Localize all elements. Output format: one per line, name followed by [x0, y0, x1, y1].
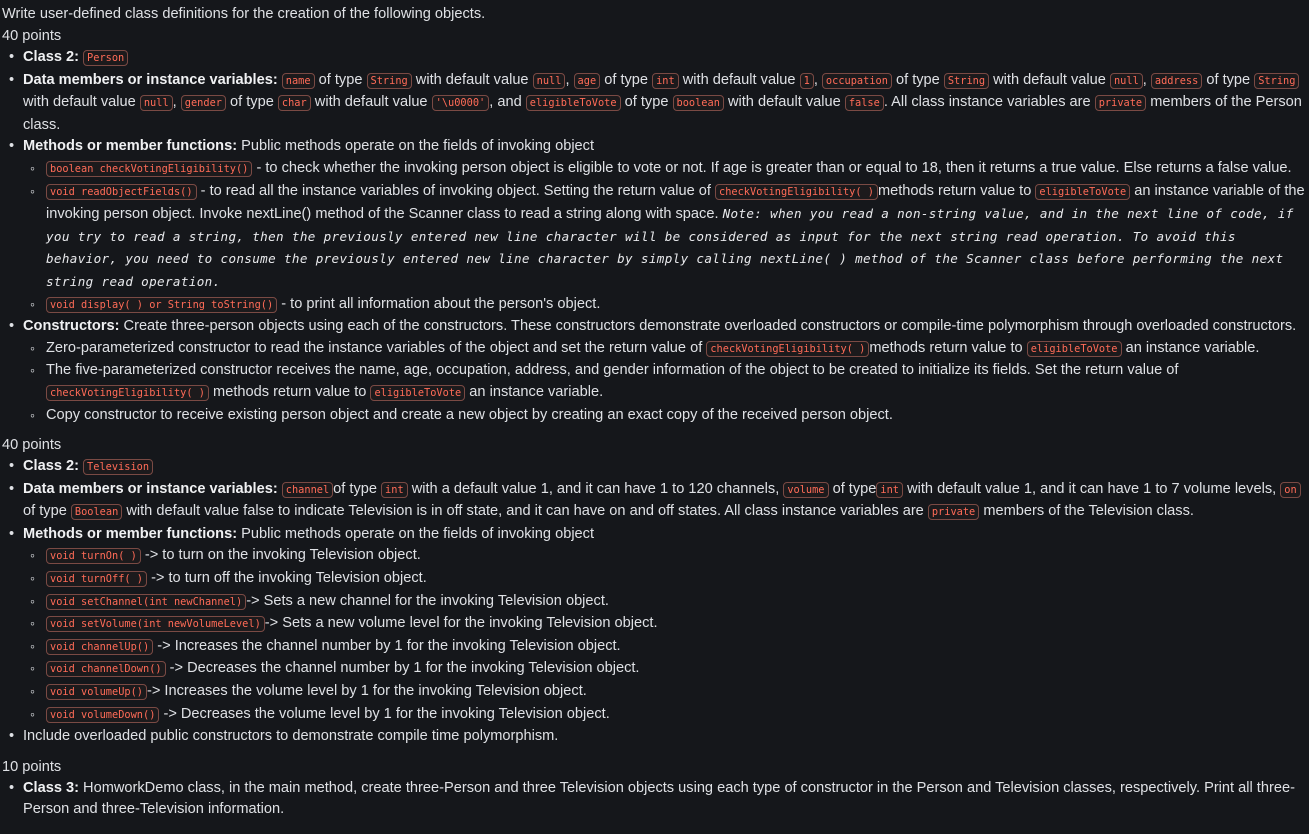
list-item — [46, 568, 1307, 591]
list-item — [46, 545, 1307, 568]
text: Public methods operate on the fields of invoking object — [241, 525, 595, 542]
inline-code: name — [282, 73, 315, 89]
inline-code: int — [381, 482, 408, 498]
inline-code: String — [367, 73, 412, 89]
demo-class-list — [2, 778, 1307, 821]
inline-code: checkVotingEligibility( ) — [715, 184, 878, 200]
television-class-list — [2, 456, 1307, 748]
points-label: 40 points — [2, 28, 62, 44]
text: methods return value to — [213, 383, 367, 400]
text: of type — [23, 503, 67, 520]
class-name-code: Television — [83, 459, 153, 475]
text: with default value — [993, 71, 1106, 88]
list-item — [23, 778, 1307, 821]
text: of type — [832, 480, 877, 497]
inline-code: private — [1095, 95, 1146, 111]
text: HomworkDemo class, in the main method, create three-Person and three Television objects using each type of constructor in the Person and Television classes, respectively. Print all three-Person and three-Television information. — [23, 779, 1295, 818]
text: with default value — [727, 94, 841, 111]
intro-text: Write user-defined class definitions for the creation of the following objects. — [2, 6, 486, 22]
text: Copy constructor to receive existing person object and create a new object by creating an exact copy of the received person object. — [46, 406, 893, 423]
inline-code: null — [140, 95, 173, 111]
class-label: Class 3: — [23, 779, 79, 796]
text: with default value false to indicate Television is in off state, and it can have on and off states. All class instance variables are — [126, 503, 924, 520]
list-item — [46, 704, 1307, 727]
text: with default value — [682, 71, 796, 88]
text: -> Decreases the volume level by 1 for the invoking Television object. — [163, 705, 610, 722]
text: -> to turn off the invoking Television object. — [151, 570, 427, 587]
text: -> Sets a new channel for the invoking Television object. — [246, 592, 609, 609]
list-item — [46, 613, 1307, 636]
inline-code: void channelUp() — [46, 639, 153, 655]
inline-code: private — [928, 504, 979, 520]
inline-code: void volumeDown() — [46, 707, 159, 723]
inline-code: occupation — [822, 73, 892, 89]
list-item — [23, 47, 1307, 70]
text: . All class instance variables are — [883, 94, 1091, 111]
inline-code: boolean checkVotingEligibility() — [46, 161, 252, 177]
text: -> Increases the volume level by 1 for the invoking Television object. — [147, 683, 587, 700]
text: Public methods operate on the fields of invoking object — [241, 138, 595, 155]
inline-code: void setVolume(int newVolumeLevel) — [46, 616, 265, 632]
text: an instance variable. — [1125, 339, 1260, 356]
inline-code: address — [1151, 73, 1202, 89]
list-item — [23, 524, 1307, 726]
inline-code: '\u0000' — [432, 95, 490, 111]
inline-code: channel — [282, 482, 333, 498]
inline-code: String — [944, 73, 989, 89]
inline-code: eligibleToVote — [370, 385, 465, 401]
text: of type — [895, 71, 940, 88]
text: of type — [333, 480, 377, 497]
text: with default value — [314, 94, 428, 111]
inline-code: eligibleToVote — [1027, 341, 1122, 357]
list-item — [46, 181, 1307, 294]
text: Include overloaded public constructors to demonstrate compile time polymorphism. — [23, 728, 559, 745]
list-item: • Data members or instance variables: name of type String with default value null , age of type int with default value 1 , occupation of type String with default value null , address of type String with default value null , gender of type char with default value '\u0000' , and eligibleToVote of type boolean with default value false . All class instance variables are private members of the Person class. — [23, 70, 1307, 137]
points-label: 40 points — [2, 437, 62, 454]
inline-code: void turnOn( ) — [46, 548, 141, 564]
text: - to read all the instance variables of invoking object. Setting the return value of — [200, 182, 711, 199]
text: -> Sets a new volume level for the invoking Television object. — [264, 615, 658, 632]
note-text: Note: when you read a non-string value, and in the next line of code, if you try to read a string, then the previously entered new line character will be considered as input for the next string read operation. To avoid this behavior, you need to consume the previously entered new line character by simply calling nextLine( ) method of the Scanner class before performing the next string read operation. — [46, 206, 1294, 289]
inline-code: boolean — [673, 95, 724, 111]
points-label: 10 points — [2, 758, 62, 775]
class-label: Class 2: — [23, 458, 79, 475]
inline-code: 1 — [800, 73, 814, 89]
text: of type — [604, 71, 649, 88]
text: with default value 1, and it can have 1 to 7 volume levels, — [907, 480, 1277, 497]
person-methods-list — [23, 158, 1307, 316]
inline-code: false — [845, 95, 884, 111]
inline-code: char — [278, 95, 311, 111]
list-item — [46, 158, 1307, 181]
text: with a default value 1, and it can have 1 to 120 channels, — [411, 480, 780, 497]
inline-code: void channelDown() — [46, 661, 166, 677]
inline-code: int — [652, 73, 679, 89]
text: members of the Television class. — [983, 503, 1194, 520]
data-members-label: Data members or instance variables: — [23, 480, 278, 497]
list-item — [46, 636, 1307, 659]
list-item — [23, 479, 1307, 524]
inline-code: gender — [181, 95, 226, 111]
methods-label: Methods or member functions: — [23, 138, 238, 155]
methods-label: Methods or member functions: — [23, 525, 238, 542]
inline-code: checkVotingEligibility( ) — [46, 385, 209, 401]
inline-code: void setChannel(int newChannel) — [46, 594, 246, 610]
text: an instance variable of the invoking person object. Invoke nextLine() method of the Scanner class to read a string along with space. — [46, 182, 1305, 223]
text: - to check whether the invoking person object is eligible to vote or not. If age is greater than or equal to 18, then it returns a true value. Else returns a false value. — [256, 159, 1292, 176]
list-item — [46, 405, 1307, 427]
constructors-label: Constructors: — [23, 318, 120, 335]
class-name-code: Person — [83, 50, 128, 66]
inline-code: String — [1254, 73, 1299, 89]
text: methods return value to — [869, 339, 1023, 356]
inline-code: null — [533, 73, 566, 89]
text: Zero-parameterized constructor to read the instance variables of the object and set the return value of — [46, 339, 703, 356]
inline-code: eligibleToVote — [526, 95, 621, 111]
text: , and — [489, 94, 522, 111]
text: -> Decreases the channel number by 1 for the invoking Television object. — [169, 660, 640, 677]
list-item — [46, 658, 1307, 681]
text: of type — [624, 94, 669, 111]
text: with default value — [415, 71, 529, 88]
inline-code: volume — [783, 482, 828, 498]
inline-code: void turnOff( ) — [46, 571, 147, 587]
list-item — [46, 338, 1307, 361]
list-item — [23, 726, 1307, 748]
inline-code: eligibleToVote — [1035, 184, 1130, 200]
text: of type — [318, 71, 363, 88]
television-methods-list — [23, 545, 1307, 726]
text: of type — [1206, 71, 1251, 88]
inline-code: age — [574, 73, 601, 89]
inline-code: on — [1280, 482, 1300, 498]
text: -> to turn on the invoking Television object. — [144, 547, 421, 564]
text: an instance variable. — [469, 383, 604, 400]
inline-code: void display( ) or String toString() — [46, 297, 277, 313]
person-class-list — [2, 47, 1307, 426]
inline-code: void volumeUp() — [46, 684, 147, 700]
list-item — [46, 294, 1307, 317]
text: with default value — [23, 94, 136, 111]
text: -> Increases the channel number by 1 for the invoking Television object. — [157, 637, 621, 654]
text: methods return value to — [877, 182, 1032, 199]
text: members of the Person class. — [23, 94, 1302, 133]
list-item — [46, 360, 1307, 404]
inline-code: void readObjectFields() — [46, 184, 197, 200]
data-members-label: Data members or instance variables: — [23, 71, 278, 88]
inline-code: checkVotingEligibility( ) — [706, 341, 869, 357]
person-constructors-list — [23, 338, 1307, 426]
class-label: Class 2: — [23, 49, 79, 65]
list-item — [23, 316, 1307, 426]
list-item — [23, 456, 1307, 479]
list-item — [23, 136, 1307, 316]
text: Create three-person objects using each of the constructors. These constructors demonstrate overloaded constructors or compile-time polymorphism through overloaded constructors. — [123, 318, 1297, 335]
list-item — [46, 681, 1307, 704]
inline-code: Boolean — [71, 504, 122, 520]
text: of type — [230, 94, 274, 111]
inline-code: int — [876, 482, 903, 498]
text: - to print all information about the person's object. — [281, 295, 601, 312]
text: The five-parameterized constructor receives the name, age, occupation, address, and gender information of the object to be created to initialize its fields. Set the return value of — [46, 362, 1179, 379]
list-item — [46, 591, 1307, 614]
inline-code: null — [1110, 73, 1143, 89]
